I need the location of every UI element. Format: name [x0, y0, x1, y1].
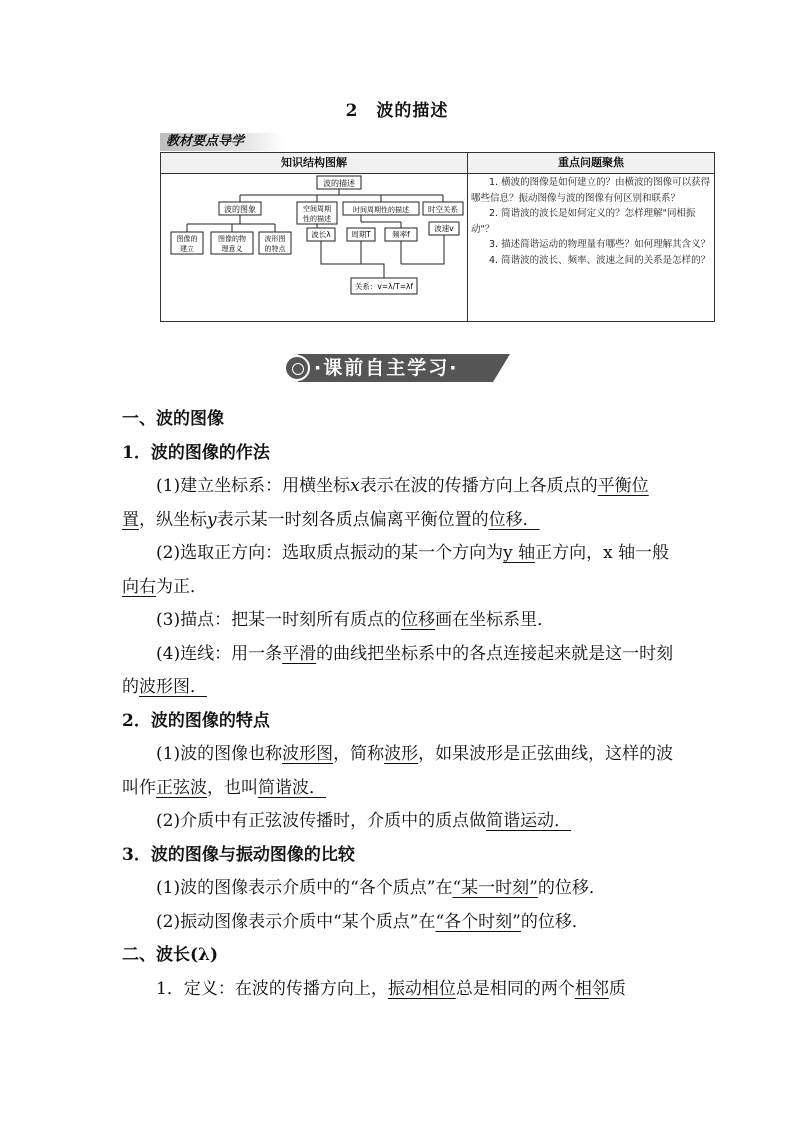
diagram-period: 周期T: [351, 230, 371, 239]
lesson-content: [122, 403, 678, 1006]
diagram-wave-image: 波的图象: [224, 205, 256, 214]
diagram-frequency: 频率f: [392, 230, 410, 239]
table-header-structure: 知识结构图解: [161, 153, 468, 174]
paragraph-harmonic: (2)介质中有正弦波传播时，介质中的质点做简谐运动．: [156, 811, 572, 831]
diagram-space-1: 空间周期: [303, 205, 331, 213]
question-3: 3. 描述简谐运动的物理量有哪些？如何理解其含义？: [489, 239, 711, 251]
diagram-spacetime: 时空关系: [428, 205, 458, 214]
diagram-plot-2: 建立: [180, 245, 194, 253]
paragraph-vibration-graph: (2)振动图像表示介质中“某个质点”在“各个时刻”的位移．: [156, 911, 589, 932]
diagram-relation: 关系：v=λ/T=λf: [354, 282, 414, 291]
paragraph-direction: (2)选取正方向：选取质点振动的某一个方向为y 轴正方向，x 轴一般向右为正．: [122, 543, 670, 597]
paragraph-coordinate-system: (1)建立坐标系：用横坐标x表示在波的传播方向上各质点的平衡位置，纵坐标y表示某一时刻各质点偏离平衡位置的位移．: [122, 476, 649, 530]
structure-diagram: [161, 174, 467, 321]
paragraph-connect: (4)连线：用一条平滑的曲线把坐标系中的各点连接起来就是这一时刻的波形图．: [122, 643, 674, 697]
subheading-method: 1．波的图像的作法: [122, 442, 270, 463]
subheading-features: 2．波的图像的特点: [122, 710, 270, 731]
diagram-wavelength: 波长λ: [311, 230, 331, 239]
heading-wavelength: 二、波长(λ): [122, 945, 219, 965]
table-header-questions: 重点问题聚焦: [468, 153, 714, 174]
paragraph-plot-points: (3)描点：把某一时刻所有质点的位移画在坐标系里．: [156, 610, 555, 630]
focus-questions: [471, 175, 711, 269]
section-banner: [284, 354, 510, 382]
page-title: 2 波的描述: [345, 101, 449, 121]
paragraph-wave-graph: (1)波的图像表示介质中的“各个质点”在“某一时刻”的位移．: [156, 878, 606, 898]
section-tag: 教材要点导学: [160, 133, 284, 151]
diagram-space-2: 性的描述: [303, 215, 331, 223]
diagram-speed: 波速v: [434, 224, 454, 233]
knowledge-table: [160, 152, 715, 322]
table-divider: [467, 153, 468, 321]
diagram-feat-1: 波形图: [264, 235, 286, 243]
diagram-time: 时间周期性的描述: [353, 206, 409, 214]
diagram-phys-1: 图像的物: [218, 235, 246, 243]
subheading-comparison: 3．波的图像与振动图像的比较: [122, 844, 355, 865]
question-4: 4. 简谐波的波长、频率、波速之间的关系是怎样的？: [489, 254, 711, 266]
heading-wave-image: 一、波的图像: [122, 409, 224, 429]
globe-icon: [284, 355, 310, 381]
diagram-plot-1: 图像的: [176, 235, 198, 243]
paragraph-waveform: (1)波的图像也称波形图，简称波形，如果波形是正弦曲线，这样的波叫作正弦波，也叫简谐波．: [122, 744, 674, 798]
diagram-feat-2: 的特点: [264, 245, 286, 253]
paragraph-definition: 1．定义：在波的传播方向上，振动相位总是相同的两个相邻质: [156, 978, 626, 999]
banner-text: ·课前自主学习·: [314, 357, 459, 379]
diagram-root: 波的描述: [323, 179, 355, 188]
question-1: 1. 横波的图像是如何建立的？由横波的图像可以获得哪些信息？振动图像与波的图像有何区别和联系？: [471, 177, 711, 204]
question-2: 2. 简谐波的波长是如何定义的？怎样理解"同相振动"？: [471, 208, 696, 235]
diagram-phys-2: 理意义: [221, 245, 243, 253]
